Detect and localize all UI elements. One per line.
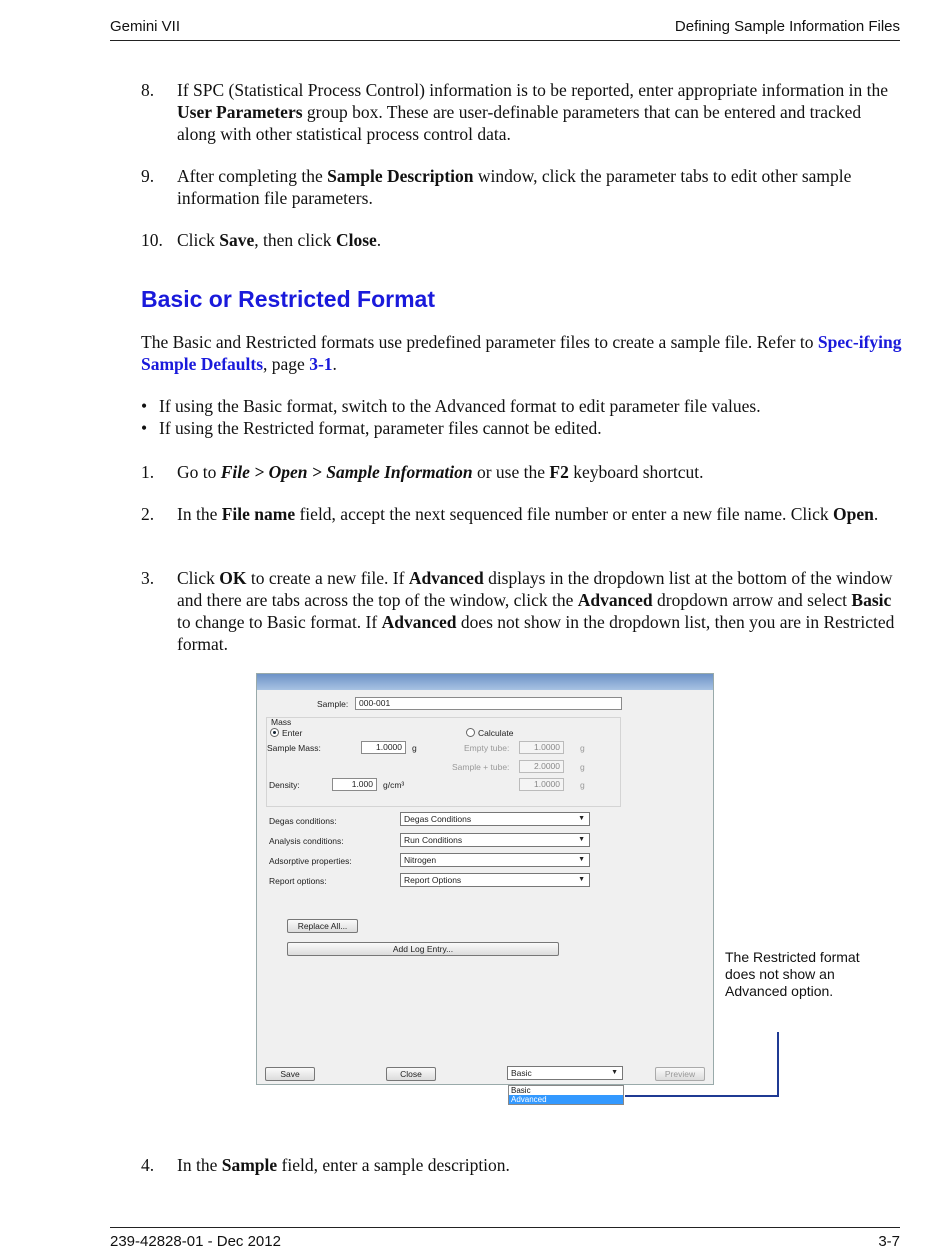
replace-all-button[interactable]: Replace All...	[287, 919, 358, 933]
adsorptive-properties-dropdown[interactable]: Nitrogen ▼	[400, 853, 590, 867]
analysis-conditions-dropdown[interactable]: Run Conditions ▼	[400, 833, 590, 847]
sample-tube-input[interactable]: 2.0000	[519, 760, 564, 773]
format-option-advanced[interactable]: Advanced	[509, 1095, 623, 1104]
sample-mass-label: Sample Mass:	[267, 743, 321, 753]
step-text: After completing the Sample Description window, click the parameter tabs to edit other sample information file parameters.	[177, 166, 852, 208]
page-header	[110, 18, 900, 41]
step-number: 9.	[141, 166, 155, 186]
adsorptive-properties-label: Adsorptive properties:	[269, 856, 352, 866]
radio-selected-icon	[270, 728, 279, 737]
sample-tube-label: Sample + tube:	[452, 762, 510, 772]
format-dropdown-list	[508, 1085, 624, 1105]
mass-group-label: Mass	[271, 717, 292, 727]
report-options-label: Report options:	[269, 876, 327, 886]
save-button[interactable]: Save	[265, 1067, 315, 1081]
format-option-basic[interactable]: Basic	[511, 1086, 531, 1095]
step-text: Click OK to create a new file. If Advanced displays in the dropdown list at the bottom of the window and there are tabs across the top of the window, click the Advanced dropdown arrow and select Basic to change to Basic format. If Advanced does not show in the dropdown list, then you are in Restricted format.	[177, 568, 895, 654]
step-number: 4.	[141, 1155, 155, 1175]
unit-g: g	[580, 780, 585, 790]
header-right: Defining Sample Information Files	[674, 18, 900, 35]
callout-leader-vertical	[777, 1032, 779, 1097]
sample-mass-input[interactable]: 1.0000	[361, 741, 406, 754]
report-options-dropdown[interactable]: Report Options ▼	[400, 873, 590, 887]
intro-paragraph: The Basic and Restricted formats use predefined parameter files to create a sample file. Refer to Spec-ifying Sample Defaults, page 3-1.	[141, 332, 902, 374]
dropdown-arrow-icon: ▼	[578, 876, 585, 883]
step-number: 1.	[141, 462, 155, 482]
unit-g: g	[580, 762, 585, 772]
density-unit: g/cm³	[383, 780, 405, 790]
format-dropdown[interactable]: Basic ▼	[507, 1066, 623, 1080]
step-text: Click Save, then click Close.	[177, 230, 382, 250]
footer-page-number: 3-7	[878, 1233, 900, 1250]
step-text: In the Sample field, enter a sample description.	[177, 1155, 510, 1175]
step-text: Go to File > Open > Sample Information or use the F2 keyboard shortcut.	[177, 462, 704, 482]
step-text: In the File name field, accept the next sequenced file number or enter a new file name. Click Open.	[177, 504, 879, 524]
sample-window-screenshot	[256, 673, 714, 1085]
step-text: If SPC (Statistical Process Control) information is to be reported, enter appropriate information in the User Parameters group box. These are user-definable parameters that can be entered and tracked along with other statistical process control data.	[177, 80, 889, 144]
density-label: Density:	[269, 780, 300, 790]
close-button[interactable]: Close	[386, 1067, 436, 1081]
dropdown-arrow-icon: ▼	[578, 836, 585, 843]
step-number: 2.	[141, 504, 155, 524]
degas-conditions-label: Degas conditions:	[269, 816, 337, 826]
link-page[interactable]: 3-1	[309, 354, 333, 374]
dropdown-arrow-icon: ▼	[611, 1069, 618, 1076]
sample-input[interactable]: 000-001	[355, 697, 622, 710]
header-left: Gemini VII	[110, 18, 181, 35]
dropdown-arrow-icon: ▼	[578, 815, 585, 822]
add-log-entry-button[interactable]: Add Log Entry...	[287, 942, 559, 956]
callout-leader-horizontal	[625, 1095, 779, 1097]
section-title: Basic or Restricted Format	[141, 286, 435, 312]
calculate-radio[interactable]: Calculate	[466, 728, 513, 738]
density-input[interactable]: 1.000	[332, 778, 377, 791]
dropdown-arrow-icon: ▼	[578, 856, 585, 863]
unit-g: g	[580, 743, 585, 753]
link-specifying-sample-defaults[interactable]: Spec-ifying Sample Defaults	[141, 332, 902, 374]
calculated-mass-input[interactable]: 1.0000	[519, 778, 564, 791]
callout-note: The Restricted format does not show an Advanced option.	[725, 949, 860, 999]
radio-icon	[466, 728, 475, 737]
window-title-bar	[257, 674, 713, 690]
empty-tube-label: Empty tube:	[464, 743, 510, 753]
preview-button[interactable]: Preview	[655, 1067, 705, 1081]
sample-label: Sample:	[317, 699, 349, 709]
mass-group-box	[266, 717, 621, 807]
enter-radio[interactable]: Enter	[270, 728, 302, 738]
unit-g: g	[412, 743, 417, 753]
step-number: 8.	[141, 80, 155, 100]
step-number: 10.	[141, 230, 163, 250]
footer-left: 239-42828-01 - Dec 2012	[110, 1233, 281, 1250]
empty-tube-input[interactable]: 1.0000	[519, 741, 564, 754]
analysis-conditions-label: Analysis conditions:	[269, 836, 344, 846]
degas-conditions-dropdown[interactable]: Degas Conditions ▼	[400, 812, 590, 826]
page-footer	[110, 1227, 900, 1252]
step-number: 3.	[141, 568, 155, 588]
